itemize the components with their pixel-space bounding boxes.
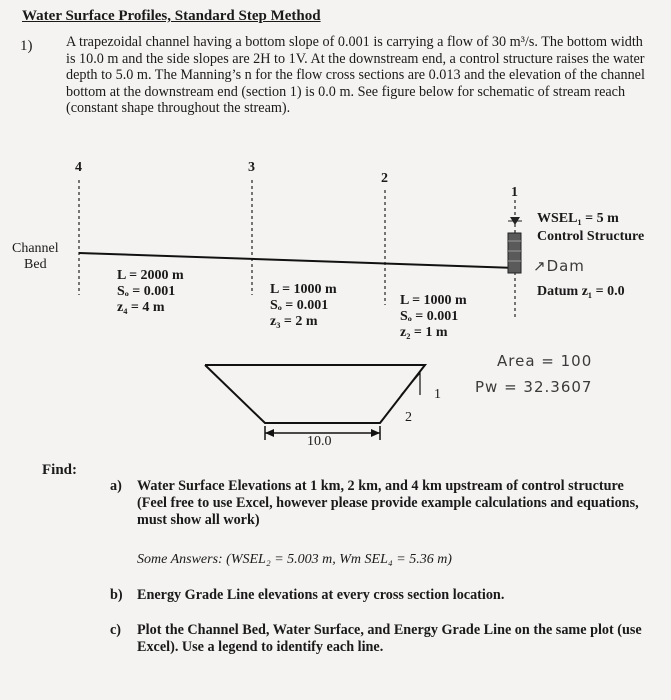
reach-3-labels: L = 1000 m Sₒ = 0.001 z₃ = 2 m xyxy=(270,282,337,329)
dam-handwritten-note: ↗Dam xyxy=(533,257,585,275)
section-label-2: 2 xyxy=(381,171,388,186)
area-handwritten-note: Area = 100 xyxy=(497,352,593,370)
problem-statement: A trapezoidal channel having a bottom slope of 0.001 is carrying a flow of 30 m³/s. The bottom width is 10.0 m and the side slopes are 2H to 1V. At the downstream end, a control structure raises the water depth to 5.0 m. The Manning’s n for the flow cross sections are 0.013 and the elevation of the channel bottom at the downstream end (section 1) is 0.0 m. See figure below for schematic of stream reach (constant shape throughout the stream). xyxy=(66,34,645,117)
control-structure-label: Control Structure xyxy=(537,229,645,244)
slope-vertical-label: 1 xyxy=(434,387,441,402)
reach-4-labels: L = 2000 m Sₒ = 0.001 z₄ = 4 m xyxy=(117,268,184,315)
wetted-perimeter-handwritten-note: Pw = 32.3607 xyxy=(475,378,593,396)
trapezoid-cross-section xyxy=(205,365,425,423)
section-label-3: 3 xyxy=(248,160,255,175)
slope-triangle xyxy=(401,373,420,395)
control-structure xyxy=(508,233,521,273)
channel-bed-label: Channel Bed xyxy=(12,241,59,272)
find-item-a: a) Water Surface Elevations at 1 km, 2 km, and 4 km upstream of control structure (Feel free to use Excel, however please provide example calculations and equations, must show all work) xyxy=(110,478,639,528)
datum-label: Datum z₁ = 0.0 xyxy=(537,284,625,299)
channel-bed-line xyxy=(79,253,515,268)
section-label-1: 1 xyxy=(511,185,518,200)
section-label-4: 4 xyxy=(75,160,82,175)
reach-2-labels: L = 1000 m Sₒ = 0.001 z₂ = 1 m xyxy=(400,293,467,340)
find-item-c: c) Plot the Channel Bed, Water Surface, and Energy Grade Line on the same plot (use Excel). Use a legend to identify each line. xyxy=(110,622,642,655)
some-answers: Some Answers: (WSEL₂ = 5.003 m, Wm SEL₄ = 5.36 m) xyxy=(137,552,452,567)
find-item-b: b) Energy Grade Line elevations at every cross section location. xyxy=(110,587,505,603)
find-label: Find: xyxy=(42,462,78,478)
problem-number: 1) xyxy=(20,38,33,54)
slope-horizontal-label: 2 xyxy=(405,410,412,425)
wsel-label: WSEL₁ = 5 m xyxy=(537,211,619,226)
bottom-width-label: 10.0 xyxy=(307,434,332,449)
page-title: Water Surface Profiles, Standard Step Method xyxy=(22,8,321,24)
